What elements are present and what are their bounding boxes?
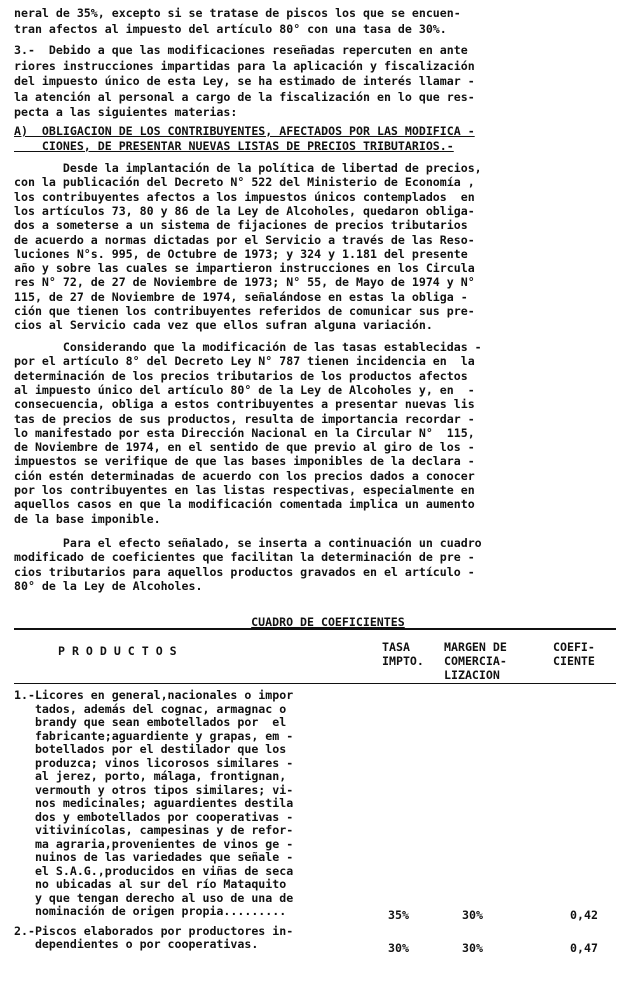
text-line: los artículos 73, 80 y 86 de la Ley de Alcoholes, quedaron obliga- — [14, 203, 475, 218]
text-line: al impuesto único del artículo 80° de la Ley de Alcoholes y, en - — [14, 382, 475, 397]
text-line: de la base imponible. — [14, 511, 161, 526]
table-row-text-line: vitivinícolas, campesinas y de refor- — [14, 823, 294, 837]
text-line: los contribuyentes afectos a los impuestos únicos contemplados en — [14, 189, 475, 204]
table-title: CUADRO DE COEFICIENTES — [251, 615, 405, 629]
table-cell-margen: 30% — [462, 908, 483, 922]
text-line: con la publicación del Decreto N° 522 del Ministerio de Economía , — [14, 175, 475, 190]
text-line: del impuesto único de esta Ley, se ha estimado de interés llamar - — [14, 74, 475, 88]
table-row-text-line: dos y embotellados por cooperativas - — [14, 809, 294, 824]
text-line: Considerando que la modificación de las tasas establecidas - — [14, 340, 482, 354]
header-productos: P R O D U C T O S — [58, 644, 177, 658]
table-row-text-line: nuinos de las variedades que señale - — [14, 850, 294, 864]
header-coef-line: COEFI- — [553, 640, 595, 654]
text-line: ción estén determinadas de acuerdo con los precios dados a conocer — [14, 468, 475, 483]
header-margen-line: LIZACION — [444, 668, 500, 682]
text-line: modificado de coeficientes que facilitan la determinación de pre - — [14, 550, 475, 565]
table-top-rule — [14, 628, 616, 630]
table-cell-coeficiente: 0,42 — [570, 908, 598, 922]
table-cell-coeficiente: 0,47 — [570, 941, 598, 955]
text-line: por los contribuyentes en las listas respectivas, especialmente en — [14, 483, 475, 497]
table-row-text-line: produzca; vinos licorosos similares - — [14, 755, 294, 770]
table-row-text-line: al jerez, porto, málaga, frontignan, — [14, 769, 287, 783]
text-line: tran afectos al impuesto del artículo 80° con una tasa de 30%. — [14, 21, 447, 36]
text-line: determinación de los precios tributarios de los productos afectos — [14, 368, 468, 383]
text-line: riores instrucciones impartidas para la aplicación y fiscalización — [14, 58, 475, 73]
text-line: de Noviembre de 1974, en el sentido de que previo al giro de los - — [14, 440, 475, 455]
header-tasa-line: TASA — [382, 640, 410, 654]
table-row-text-line: 1.-Licores en general,nacionales o impor — [14, 688, 294, 702]
table-row-text-line: 2.-Piscos elaborados por productores in- — [14, 923, 294, 938]
table-row-text-line: no ubicadas al sur del río Mataquito — [14, 877, 287, 891]
text-line: ción que tienen los contribuyentes referidos de comunicar sus pre- — [14, 304, 475, 318]
table-header-rule — [14, 683, 616, 684]
table-row-text-line: fabricante;aguardiente y grapas, em - — [14, 728, 294, 743]
text-line: lo manifestado por esta Dirección Nacional en la Circular N° 115, — [14, 425, 475, 440]
table-cell-tasa: 30% — [388, 941, 409, 955]
table-row-text-line: ma agraria,provenientes de vinos ge - — [14, 836, 294, 851]
text-line: pecta a las siguientes materias: — [14, 105, 238, 119]
table-row-text-line: dependientes o por cooperativas. — [14, 937, 259, 951]
table-row-text-line: tados, además del cognac, armagnac o — [14, 701, 287, 716]
text-line: 3.- Debido a que las modificaciones reseñadas repercuten en ante — [14, 43, 468, 57]
table-row-text-line: y que tengan derecho al uso de una de — [14, 890, 294, 905]
table-row-text-line: botellados por el destilador que los — [14, 742, 287, 756]
table-row-text-line: brandy que sean embotellados por el — [14, 715, 287, 729]
text-line: Desde la implantación de la política de libertad de precios, — [14, 161, 482, 175]
header-margen-line: COMERCIA- — [444, 654, 507, 668]
text-line: impuestos se verifique de que las bases imponibles de la declara - — [14, 454, 475, 469]
table-row-text-line: nos medicinales; aguardientes destila — [14, 796, 294, 810]
text-line: aquellos casos en que la modificación comentada implica un aumento — [14, 497, 475, 512]
text-line: A) OBLIGACION DE LOS CONTRIBUYENTES, AFECTADOS POR LAS MODIFICA - — [14, 124, 475, 138]
text-line: dos a someterse a un sistema de fijaciones de precios tributarios — [14, 218, 468, 233]
text-line: Para el efecto señalado, se inserta a continuación un cuadro — [14, 536, 482, 550]
text-line: 115, de 27 de Noviembre de 1974, señalándose en estas la obliga - — [14, 289, 468, 304]
text-line: la atención al personal a cargo de la fiscalización en lo que res- — [14, 89, 475, 104]
text-line: consecuencia, obliga a estos contribuyentes a presentar nuevas lis — [14, 397, 475, 412]
header-margen-line: MARGEN DE — [444, 640, 507, 654]
header-coef-line: CIENTE — [553, 654, 595, 668]
table-row-text-line: vermouth y otros tipos similares; vi- — [14, 782, 294, 797]
table-row-text-line: el S.A.G.,producidos en viñas de seca — [14, 863, 294, 878]
header-tasa-line: IMPTO. — [382, 654, 424, 668]
table-row-text-line: nominación de origen propia......... — [14, 904, 287, 918]
table-cell-margen: 30% — [462, 941, 483, 955]
text-line: por el artículo 8° del Decreto Ley N° 787 tienen incidencia en la — [14, 354, 475, 369]
text-line: luciones N°s. 995, de Octubre de 1973; y 324 y 1.181 del presente — [14, 246, 468, 261]
text-line: neral de 35%, excepto si se tratase de piscos los que se encuen- — [14, 6, 461, 20]
text-line: de acuerdo a normas dictadas por el Servicio a través de las Reso- — [14, 232, 475, 247]
text-line: año y sobre las cuales se impartieron instrucciones en los Circula — [14, 261, 475, 276]
text-line: CIONES, DE PRESENTAR NUEVAS LISTAS DE PRECIOS TRIBUTARIOS.- — [14, 138, 454, 153]
text-line: res N° 72, de 27 de Noviembre de 1973; N° 55, de Mayo de 1974 y N° — [14, 275, 475, 290]
text-line: cios al Servicio cada vez que ellos sufran alguna variación. — [14, 318, 433, 333]
table-cell-tasa: 35% — [388, 908, 409, 922]
text-line: tas de precios de sus productos, resulta de importancia recordar - — [14, 411, 475, 426]
text-line: 80° de la Ley de Alcoholes. — [14, 578, 203, 593]
text-line: cios tributarios para aquellos productos gravados en el artículo - — [14, 564, 475, 579]
